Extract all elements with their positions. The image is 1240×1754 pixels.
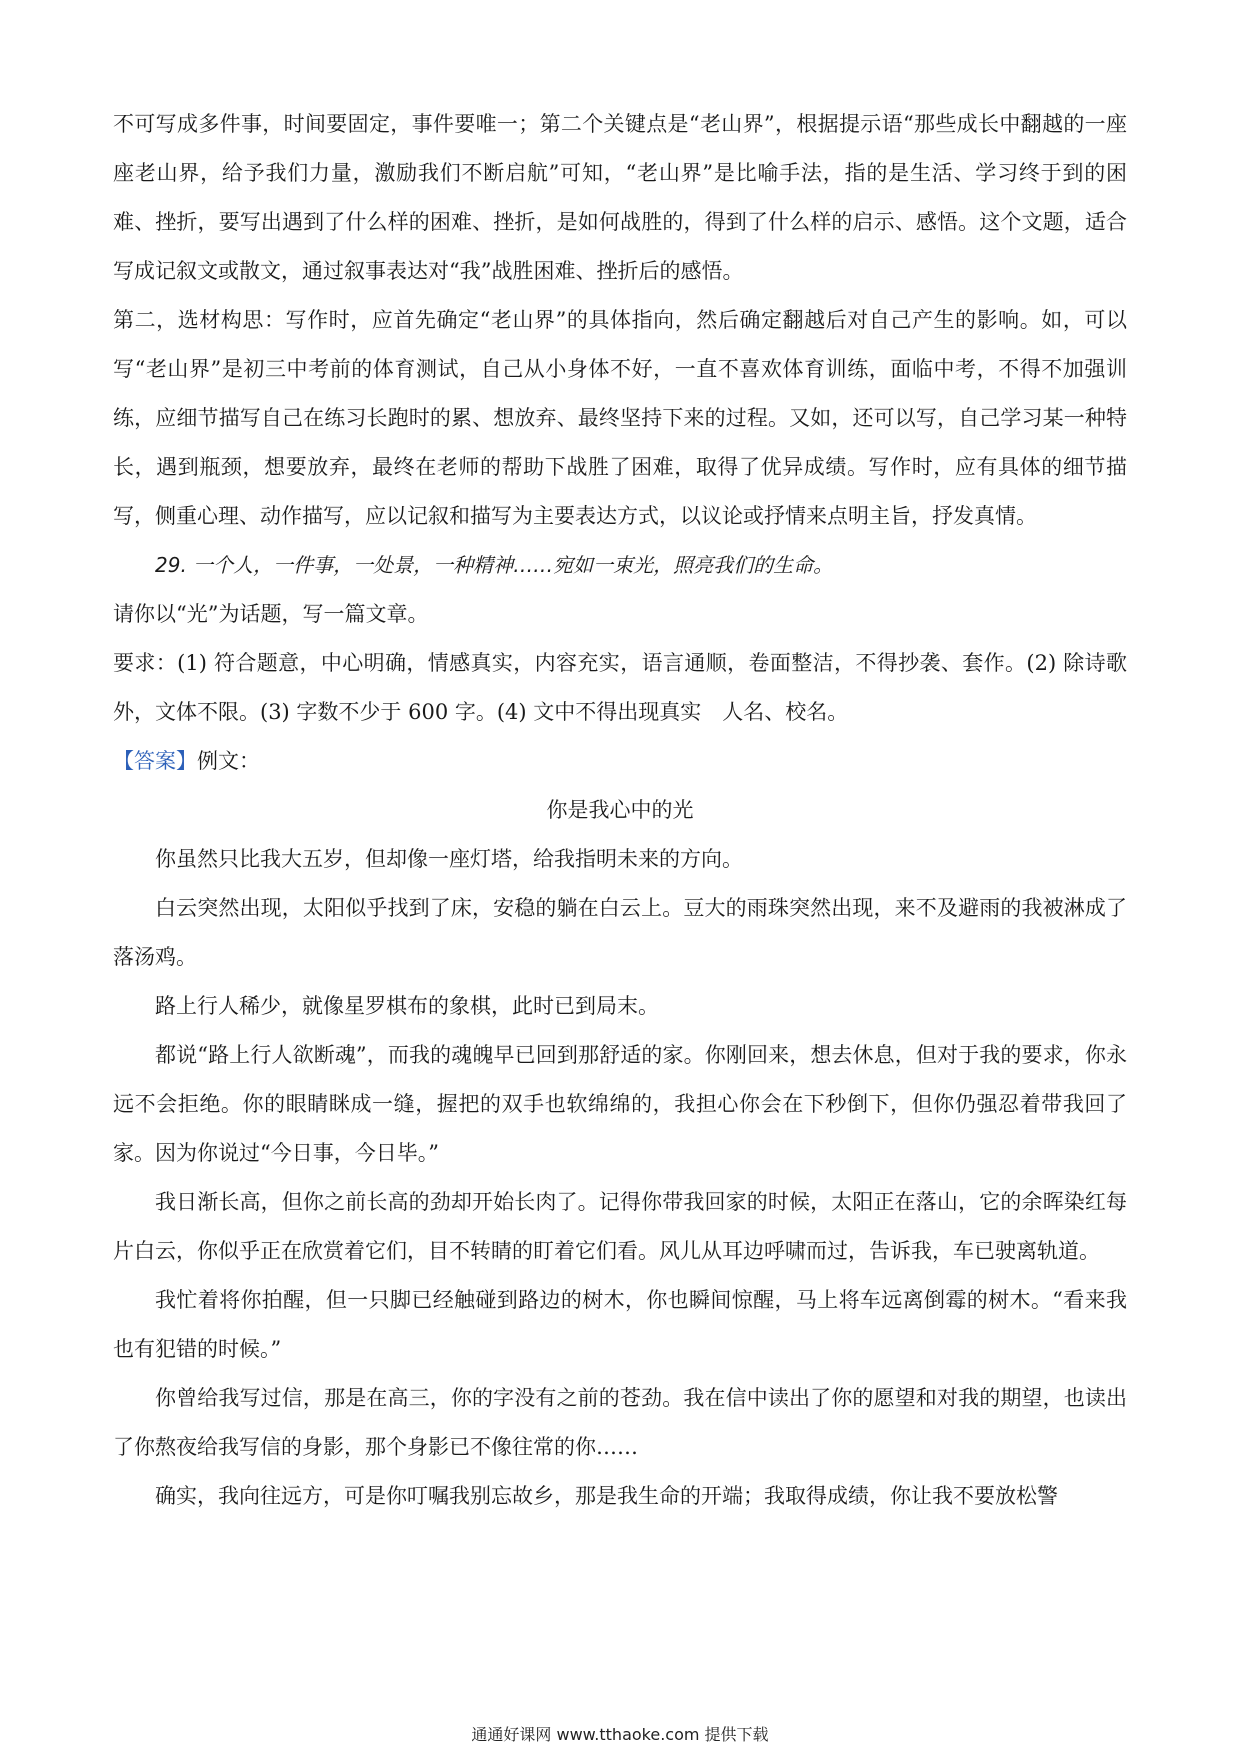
- analysis-paragraph-2: 第二，选材构思：写作时，应首先确定“老山界”的具体指向，然后确定翻越后对自己产生的影响。如，可以写“老山界”是初三中考前的体育测试，自己从小身体不好，一直不喜欢体育训练，面临中考，不得不加强训练，应细节描写自己在练习长跑时的累、想放弃、最终坚持下来的过程。又如，还可以写，自己学习某一种特长，遇到瓶颈，想要放弃，最终在老师的帮助下战胜了困难，取得了优异成绩。写作时，应有具体的细节描写，侧重心理、动作描写，应以记叙和描写为主要表达方式，以议论或抒情来点明主旨，抒发真情。: [113, 308, 1127, 528]
- answer-tag: 【答案】: [113, 749, 197, 773]
- essay-paragraph: 路上行人稀少，就像星罗棋布的象棋，此时已到局末。: [155, 994, 659, 1018]
- page-content: [113, 100, 1127, 1521]
- question-prompt: 29. 一个人，一件事，一处景，一种精神……宛如一束光，照亮我们的生命。: [155, 553, 834, 577]
- essay-title: 你是我心中的光: [546, 798, 694, 822]
- essay-paragraph: 你曾给我写过信，那是在高三，你的字没有之前的苍劲。我在信中读出了你的愿望和对我的期望，也读出了你熬夜给我写信的身影，那个身影已不像往常的你……: [113, 1386, 1127, 1459]
- question-instruction: 请你以“光”为话题，写一篇文章。: [113, 602, 429, 626]
- question-requirements: 要求：(1) 符合题意，中心明确，情感真实，内容充实，语言通顺，卷面整洁，不得抄袭、套作。(2) 除诗歌外，文体不限。(3) 字数不少于 600 字。(4) 文中不得出现真实 人名、校名。: [113, 651, 1127, 724]
- analysis-paragraph-1: 不可写成多件事，时间要固定，事件要唯一；第二个关键点是“老山界”，根据提示语“那些成长中翻越的一座座老山界，给予我们力量，激励我们不断启航”可知，“老山界”是比喻手法，指的是生活、学习终于到的困难、挫折，要写出遇到了什么样的困难、挫折，是如何战胜的，得到了什么样的启示、感悟。这个文题，适合写成记叙文或散文，通过叙事表达对“我”战胜困难、挫折后的感悟。: [113, 112, 1127, 283]
- essay-paragraph: 确实，我向往远方，可是你叮嘱我别忘故乡，那是我生命的开端；我取得成绩，你让我不要放松警: [155, 1484, 1058, 1508]
- essay-paragraph: 我日渐长高，但你之前长高的劲却开始长肉了。记得你带我回家的时候，太阳正在落山，它的余晖染红每片白云，你似乎正在欣赏着它们，目不转睛的盯着它们看。风儿从耳边呼啸而过，告诉我，车已驶离轨道。: [113, 1190, 1127, 1263]
- answer-label: 例文：: [197, 749, 260, 773]
- answer-heading: [113, 737, 1127, 786]
- essay-paragraph: 我忙着将你拍醒，但一只脚已经触碰到路边的树木，你也瞬间惊醒，马上将车远离倒霉的树木。“看来我也有犯错的时候。”: [113, 1288, 1127, 1361]
- essay-paragraph: 你虽然只比我大五岁，但却像一座灯塔，给我指明未来的方向。: [155, 847, 743, 871]
- essay-paragraph: 都说“路上行人欲断魂”，而我的魂魄早已回到那舒适的家。你刚回来，想去休息，但对于我的要求，你永远不会拒绝。你的眼睛眯成一缝，握把的双手也软绵绵的，我担心你会在下秒倒下，但你仍强忍着带我回了家。因为你说过“今日事，今日毕。”: [113, 1043, 1127, 1165]
- page-footer: 通通好课网 www.tthaoke.com 提供下载: [471, 1725, 769, 1744]
- essay-paragraph: 白云突然出现，太阳似乎找到了床，安稳的躺在白云上。豆大的雨珠突然出现，来不及避雨的我被淋成了落汤鸡。: [113, 896, 1127, 969]
